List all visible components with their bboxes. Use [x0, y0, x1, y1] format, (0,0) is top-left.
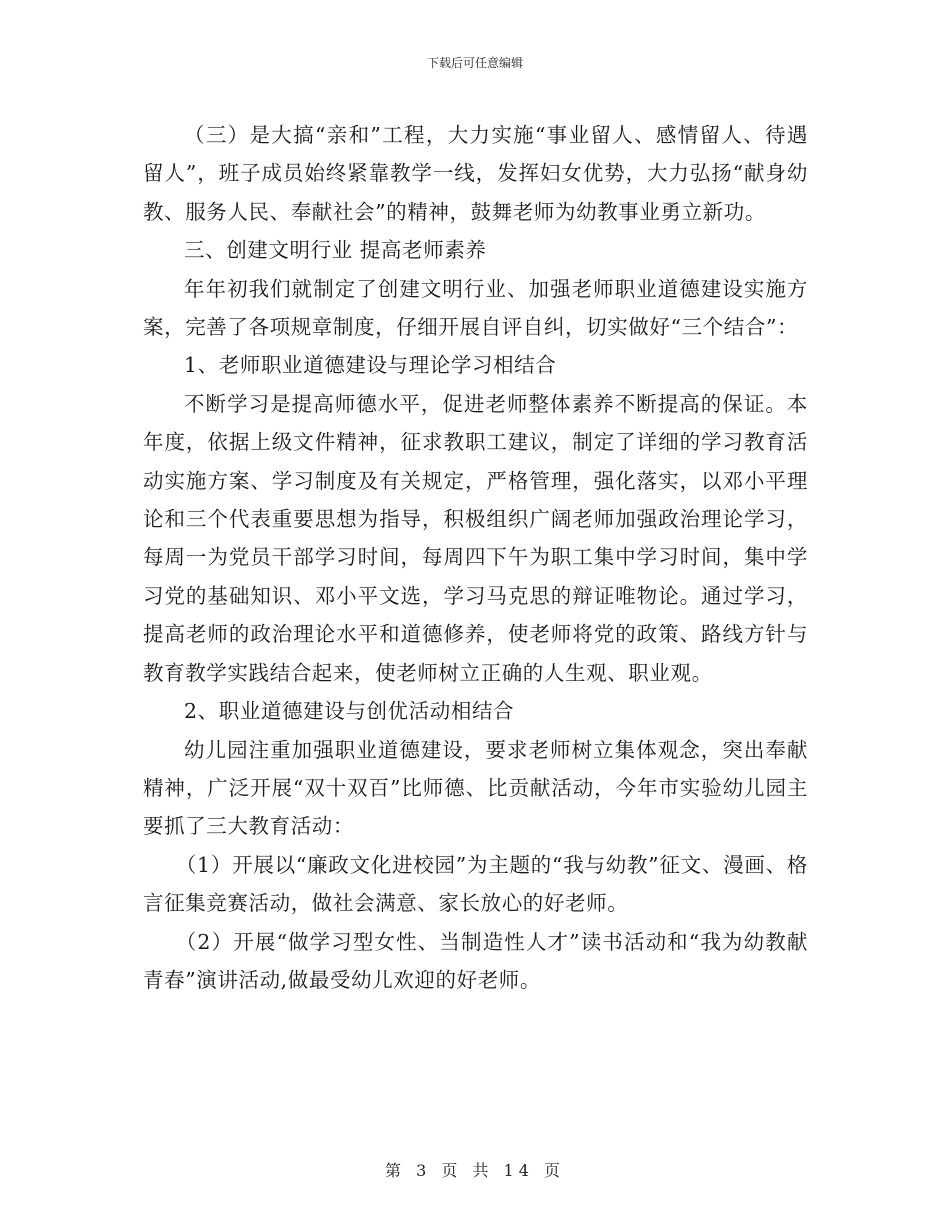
list-item-activity-1: （1）开展以“廉政文化进校园”为主题的“我与幼教”征文、漫画、格言征集竞赛活动，做社会满意、家长放心的好老师。	[143, 852, 808, 916]
document-body	[143, 116, 808, 999]
subheading-2: 2、职业道德建设与创优活动相结合	[184, 699, 515, 724]
paragraph-theory-study: 不断学习是提高师德水平，促进老师整体素养不断提高的保证。本年度，依据上级文件精神，征求教职工建议，制定了详细的学习教育活动实施方案、学习制度及有关规定，严格管理，强化落实，以邓小平理论和三个代表重要思想为指导，积极组织广阔老师加强政治理论学习，每周一为党员干部学习时间，每周四下午为职工集中学习时间，集中学习党的基础知识、邓小平文选，学习马克思的辩证唯物论。通过学习，提高老师的政治理论水平和道德修养，使老师将党的政策、路线方针与教育教学实践结合起来，使老师树立正确的人生观、职业观。	[143, 391, 808, 685]
paragraph-intro-three-combinations: 年年初我们就制定了创建文明行业、加强老师职业道德建设实施方案，完善了各项规章制度，仔细开展自评自纠，切实做好“三个结合”：	[143, 276, 808, 340]
paragraph-section-three-item-3: （三）是大搞“亲和”工程，大力实施“事业留人、感情留人、待遇留人”，班子成员始终紧靠教学一线，发挥妇女优势，大力弘扬“献身幼教、服务人民、奉献社会”的精神，鼓舞老师为幼教事业勇立新功。	[143, 123, 808, 224]
section-heading-three: 三、创建文明行业 提高老师素养	[184, 238, 487, 263]
paragraph-kindergarten-activities: 幼儿园注重加强职业道德建设，要求老师树立集体观念，突出奉献精神，广泛开展“双十双百”比师德、比贡献活动，今年市实验幼儿园主要抓了三大教育活动：	[143, 737, 808, 839]
subheading-1: 1、老师职业道德建设与理论学习相结合	[184, 353, 557, 378]
page-number-footer: 第 3 页 共 14 页	[385, 1161, 565, 1180]
list-item-activity-2: （2）开展“做学习型女性、当制造性人才”读书活动和“我为幼教献青春”演讲活动,做最受幼儿欢迎的好老师。	[143, 929, 808, 992]
page-header-note: 下载后可任意编辑	[426, 56, 523, 70]
